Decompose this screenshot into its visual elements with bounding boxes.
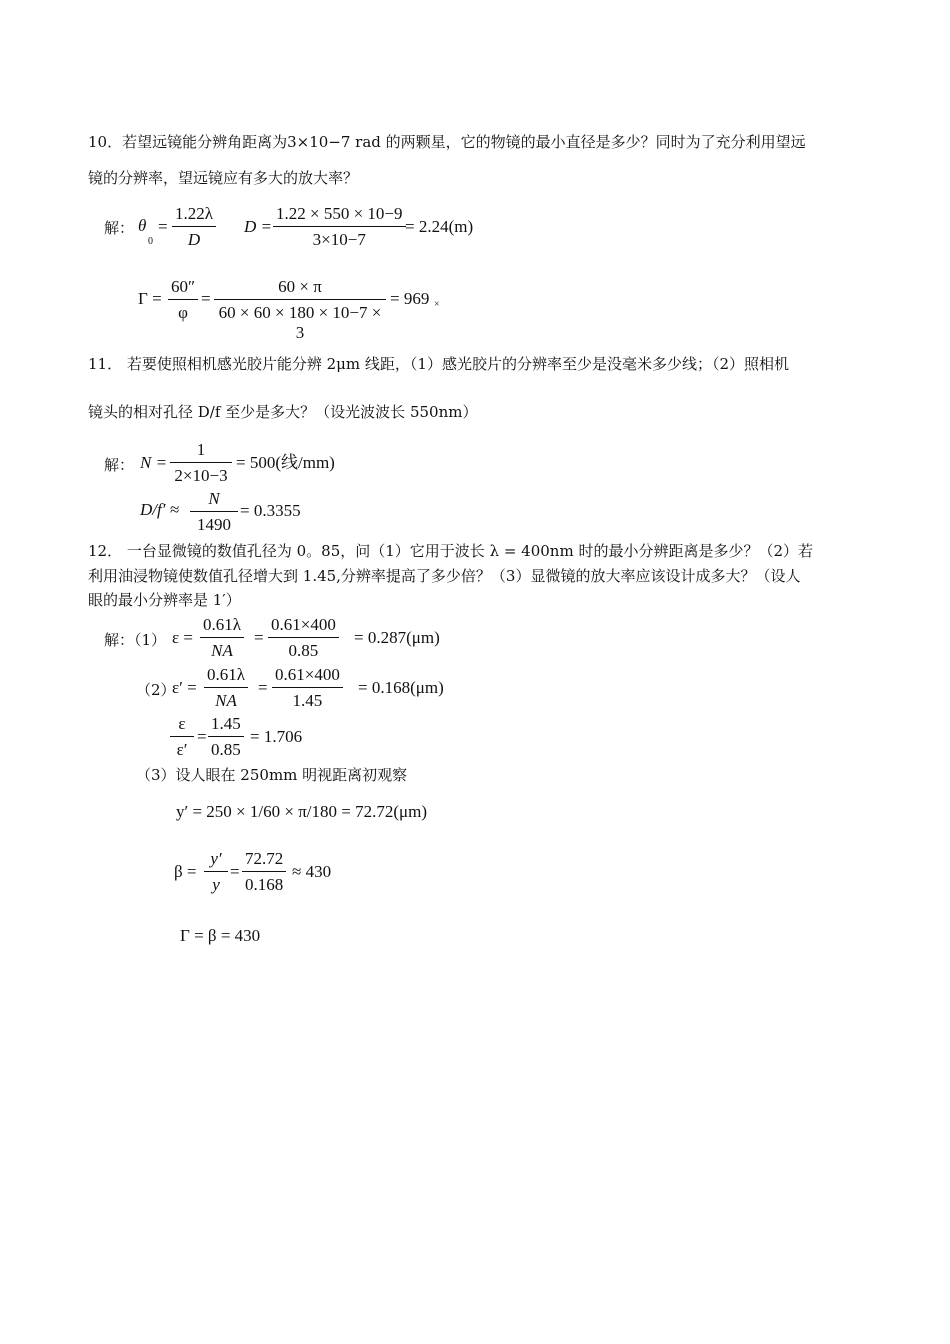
q12-part2-equals: = <box>258 678 268 697</box>
q12-part3-label: （3）设人眼在 250mm 明视距离初观察 <box>136 766 408 784</box>
q12-ratio-denominator-2: 0.85 <box>211 740 241 759</box>
q12-beta-result: ≈ 430 <box>292 862 332 881</box>
q12-beta-numerator-1: y′ <box>204 849 228 872</box>
q12-part2-numerator-1: 0.61λ <box>204 665 248 688</box>
q10-gamma-fraction-1 <box>168 277 198 323</box>
q11-solution-label: 解： <box>104 456 135 474</box>
q12-ratio-fraction-2 <box>208 714 244 760</box>
q12-part1-equals: = <box>254 628 264 647</box>
q12-part2-lhs: ε′ = <box>172 678 197 697</box>
q10-d-lhs: D = <box>244 217 272 236</box>
q12-beta-equals: = <box>230 862 240 881</box>
q11-df-denominator: 1490 <box>197 515 231 534</box>
q12-part2-denominator-1: NA <box>215 691 237 710</box>
q11-n-lhs: N = <box>140 453 168 472</box>
q10-gamma-result: = 969 <box>390 289 430 308</box>
q12-part1-denominator-2: 0.85 <box>288 641 319 660</box>
q10-d-numerator: 1.22 × 550 × 10−9 <box>273 204 406 227</box>
q10-theta-subscript: 0 <box>148 236 153 247</box>
q10-gamma-denominator-1: φ <box>178 303 188 322</box>
q10-theta-numerator: 1.22λ <box>172 204 216 227</box>
q12-gamma-equation: Γ = β = 430 <box>180 926 261 945</box>
q12-ratio-fraction-1 <box>170 714 194 760</box>
q12-part1-lhs: ε = <box>172 628 193 647</box>
q12-line1: 12． 一台显微镜的数值孔径为 0。85，问（1）它用于波长 λ = 400nm 时的最小分辨距离是多少？（2）若 <box>88 542 814 560</box>
q12-beta-numerator-2: 72.72 <box>242 849 286 872</box>
q10-equals-2: = <box>201 289 211 308</box>
q12-part1-result: = 0.287(μm) <box>354 628 440 647</box>
q11-n-fraction <box>170 440 232 486</box>
q11-line2: 镜头的相对孔径 D/f 至少是多大？（设光波波长 550nm） <box>88 403 478 421</box>
q12-ratio-denominator-1: ε′ <box>176 740 188 759</box>
q10-gamma-lhs: Γ = <box>138 289 162 308</box>
q10-gamma-unit: × <box>434 299 440 310</box>
q12-part1-numerator-1: 0.61λ <box>200 615 244 638</box>
q12-part2-denominator-2: 1.45 <box>292 691 323 710</box>
q10-line1: 10．若望远镜能分辨角距离为3×10−7 rad 的两颗星，它的物镜的最小直径是多少？同时为了充分利用望远 <box>88 133 806 151</box>
q10-equals-1: = <box>158 217 168 236</box>
q12-line3: 眼的最小分辨率是 1′） <box>88 591 241 609</box>
q11-df-result: = 0.3355 <box>240 501 301 520</box>
q11-line1: 11． 若要使照相机感光胶片能分辨 2μm 线距，（1）感光胶片的分辨率至少是没毫米多少线；（2）照相机 <box>88 355 789 373</box>
q12-beta-fraction-1 <box>204 849 228 895</box>
q11-df-numerator: N <box>190 489 238 512</box>
q12-part1-denominator-1: NA <box>211 641 233 660</box>
q12-part1-label: 解：（1） <box>104 631 167 649</box>
q10-theta-fraction <box>172 204 216 250</box>
q10-d-fraction <box>273 204 406 250</box>
q12-ratio-equals: = <box>197 727 207 746</box>
q12-part2-numerator-2: 0.61×400 <box>272 665 343 688</box>
q12-beta-lhs: β = <box>174 862 197 881</box>
q12-part1-fraction-2 <box>268 615 339 661</box>
q12-part2-fraction-1 <box>204 665 248 711</box>
q11-df-lhs: D/f′ ≈ <box>140 500 180 519</box>
q11-n-result: = 500(线/mm) <box>236 453 335 472</box>
q12-y-equation: y′ = 250 × 1/60 × π/180 = 72.72(μm) <box>176 802 428 821</box>
q10-line2: 镜的分辨率，望远镜应有多大的放大率？ <box>88 169 359 187</box>
q12-beta-fraction-2 <box>242 849 286 895</box>
q12-part2-fraction-2 <box>272 665 343 711</box>
q12-beta-denominator-1: y <box>212 875 220 894</box>
q12-beta-denominator-2: 0.168 <box>245 875 284 894</box>
q10-gamma-numerator-1: 60″ <box>168 277 198 300</box>
q10-gamma-numerator-2: 60 × π <box>214 277 386 300</box>
q12-part1-numerator-2: 0.61×400 <box>268 615 339 638</box>
q10-gamma-fraction-2 <box>214 277 386 343</box>
q10-solution-label: 解： <box>104 219 135 237</box>
q10-d-denominator: 3×10−7 <box>312 230 366 249</box>
theta-symbol: θ <box>138 216 147 235</box>
q12-line2: 利用油浸物镜使数值孔径增大到 1.45,分辨率提高了多少倍？（3）显微镜的放大率应该设计成多大？（设人 <box>88 567 801 585</box>
q12-part1-fraction-1 <box>200 615 244 661</box>
q10-theta-lhs <box>138 216 146 236</box>
q12-ratio-numerator-1: ε <box>170 714 194 737</box>
q11-df-fraction <box>190 489 238 535</box>
q12-ratio-numerator-2: 1.45 <box>208 714 244 737</box>
q12-part2-label: （2） <box>136 681 176 699</box>
q11-n-denominator: 2×10−3 <box>174 466 228 485</box>
q12-ratio-result: = 1.706 <box>250 727 303 746</box>
q10-d-result: = 2.24(m) <box>405 217 474 236</box>
q10-gamma-denominator-2: 60 × 60 × 180 × 10−7 × 3 <box>218 303 382 342</box>
q10-theta-denominator: D <box>187 230 201 249</box>
q12-part2-result: = 0.168(μm) <box>358 678 444 697</box>
q11-n-numerator: 1 <box>170 440 232 463</box>
